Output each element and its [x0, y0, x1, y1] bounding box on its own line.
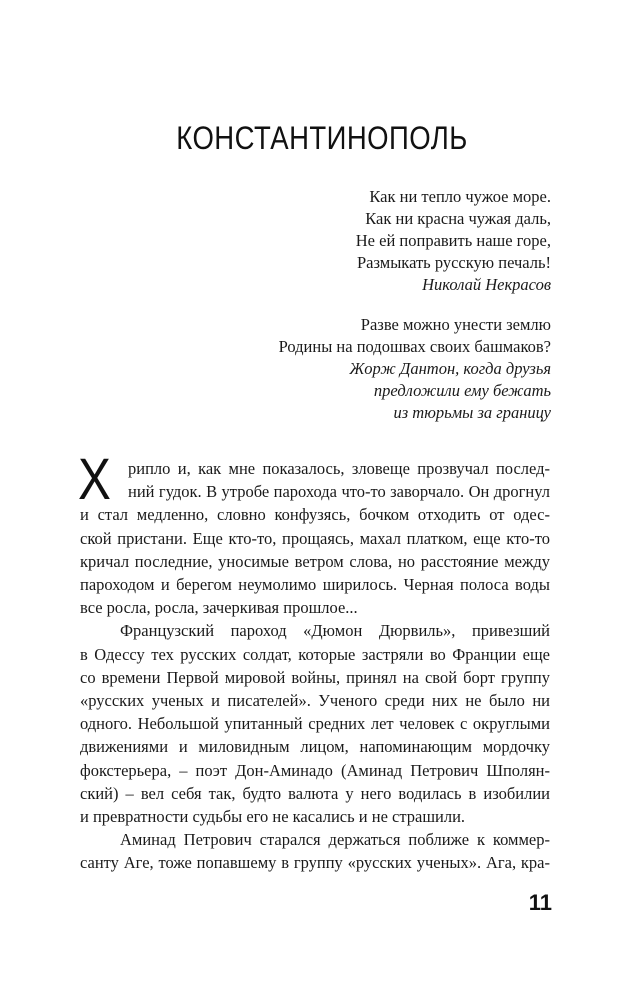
epigraph-line: Родины на подошвах своих башмаков? [278, 337, 551, 356]
text-line: со времени Первой мировой войны, принял на свой борт группу [80, 667, 550, 687]
text-line: кричал последние, уносимые ветром слова, но расстояние между [80, 551, 550, 571]
text-line: и стал медленно, словно конфузясь, бочком отходить от одес- [80, 505, 550, 525]
epigraph-line: Размыкать русскую печаль! [356, 253, 551, 272]
text-line: рипло и, как мне показалось, зловеще прозвучал послед- [128, 459, 550, 478]
text-line: и превратности судьбы его не касались и не страшили. [80, 807, 466, 827]
epigraph-line: Разве можно унести землю [360, 315, 551, 334]
text-line: Французский пароход «Дюмон Дюрвиль», привезший [120, 621, 550, 641]
text-line: все росла, росла, зачеркивая прошлое... [80, 598, 358, 618]
text-line: движениями и миловидным лицом, напоминающим мордочку [80, 737, 550, 757]
text-line: фокстерьера, – поэт Дон-Аминадо (Аминад Петрович Шполян- [80, 760, 550, 780]
text-line: санту Аге, тоже попавшему в группу «русских ученых». Ага, кра- [80, 853, 550, 873]
paragraph-3 [80, 828, 550, 874]
epigraph-author: предложили ему бежать [373, 381, 551, 400]
text-line: пароходом и берегом неумолимо ширилось. Черная полоса воды [80, 575, 550, 595]
epigraph-author: Жорж Дантон, когда друзья [349, 359, 551, 378]
epigraph-author: Николай Некрасов [422, 275, 551, 294]
epigraph-line: Как ни тепло чужое море. [369, 187, 551, 206]
chapter-body [78, 447, 550, 875]
text-line: одного. Небольшой упитанный средних лет человек с округлыми [80, 714, 550, 734]
drop-cap: Х [78, 447, 111, 512]
text-line: ской пристани. Еще кто-то, прощаясь, махал платком, еще кто-то [80, 528, 550, 548]
text-line: ский) – вел себя так, будто валюта у него водилась в изобилии [80, 783, 550, 803]
chapter-title: КОНСТАНТИНОПОЛЬ [176, 120, 468, 156]
page-number: 11 [528, 890, 552, 915]
paragraph-1 [78, 447, 550, 619]
text-line: Аминад Петрович старался держаться поближе к коммер- [120, 830, 550, 850]
epigraph-line: Не ей поправить наше горе, [355, 231, 551, 250]
text-line: ний гудок. В утробе парохода что-то заворчало. Он дрогнул [128, 482, 550, 502]
epigraph-line: Как ни красна чужая даль, [365, 209, 551, 228]
epigraph-2 [151, 314, 551, 424]
paragraph-2 [80, 619, 550, 828]
epigraph-1 [151, 186, 551, 296]
epigraph-author: из тюрьмы за границу [393, 403, 551, 422]
text-line: «русских ученых и писателей». Ученого среди них не было ни [80, 691, 550, 711]
text-line: в Одессу тех русских солдат, которые застряли во Франции еще [80, 644, 550, 664]
